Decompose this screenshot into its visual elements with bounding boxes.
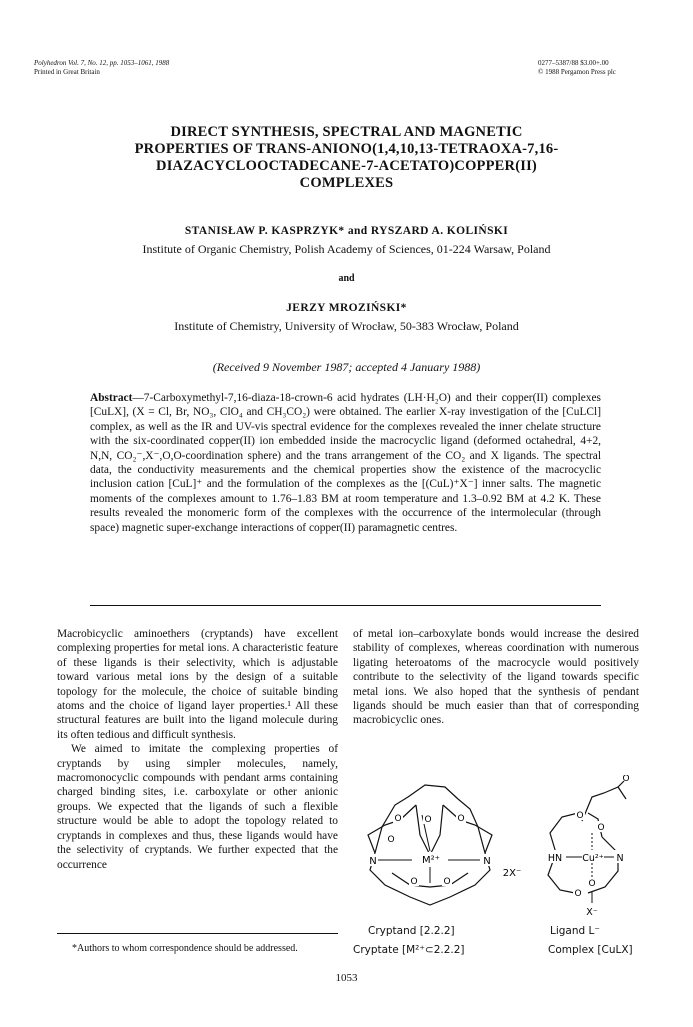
paragraph-1: Macrobicyclic aminoethers (cryptands) have excellent complexing properties for metal ions. A characteristic feature of these ligands is their selectivity, which is adjustable toward various metal ions by the design of a suitable topology for the molecule, the choice of suitable binding atoms and the choice of ligand layer properties.¹ All these structural features are built into the ligand molecule during its often tedious and difficult synthesis. xyxy=(57,628,338,741)
ring-o-4: O xyxy=(588,879,596,889)
cryptand-structure xyxy=(330,775,530,925)
copper-ion-label: Cu²⁺ xyxy=(582,853,604,864)
paragraph-2: We aimed to imitate the complexing properties of cryptands by using simpler molecules, namely, macromonocyclic compounds with pendant arms containing charged binding sites, i.e. carboxylate or other anionic groups. We expected that the ligands of such a flexible structure would be able to adopt the topology related to cryptands in complexes and thus, these ligands would have the selectivity of cryptands. We further expected that the occurrence xyxy=(57,743,338,871)
ring-o-2: O xyxy=(597,823,605,833)
abstract xyxy=(90,391,601,535)
authors-1: STANISŁAW P. KASPRZYK* and RYSZARD A. KOLIŃSKI xyxy=(184,225,509,237)
title-line-3: DIAZACYCLOOCTADECANE-7-ACETATO)COPPER(II) xyxy=(156,158,537,174)
abstract-text: —7-Carboxymethyl-7,16-diaza-18-crown-6 acid hydrates (LH·H₂O) and their copper(II) complexes [CuLX], (X = Cl, Br, NO₃, ClO₄ and CH₃CO₂) were obtained. The earlier X-ray investigation of the [CuLCl] complex, as well as the IR and UV-vis spectral evidence for the complexes revealed the inner chelate structure with the six-coordinated copper(II) ion embedded inside the macrocyclic ligand (deformed octahedral, 4+2, N,N, CO₂⁻,X⁻,O,O-coordination sphere) and the trans arrangement of the CO₂ and X ligands. The spectral data, the conductivity measurements and the chemical properties show the existence of the macrocyclic inclusion cation [CuL]⁺ and the formulation of the complexes as the [(CuL)⁺X⁻] inner salts. The magnetic moments of the complexes amount to 1.76–1.83 BM at room temperature and 1.3–0.92 BM at 4.2 K. These results revealed the monomeric form of the complexes with the occurrence of the intermolecular (through space) magnetic super-exchange interactions of copper(II) paramagnetic centres. xyxy=(90,392,601,534)
copper-complex-structure xyxy=(530,775,650,925)
printed-line: Printed in Great Britain xyxy=(34,68,100,76)
paragraph-3: of metal ion–carboxylate bonds would increase the desired stability of complexes, whereas coordination with numerous ligating heteroatoms of the macrocycle would positively contribute to the selectivity of the ligand towards specific metal ions. We also hoped that the synthesis of pendant ligands should be much easier than that of corresponding macrobicyclic ones. xyxy=(353,628,639,727)
axial-x-label: X⁻ xyxy=(586,907,598,918)
cryptand-caption: Cryptand [2.2.2] xyxy=(368,925,455,937)
affiliation-2: Institute of Chemistry, University of Wrocław, 50-383 Wrocław, Poland xyxy=(174,319,519,333)
ligand-caption: Ligand L⁻ xyxy=(550,925,600,937)
affiliation-1: Institute of Organic Chemistry, Polish Academy of Sciences, 01-224 Warsaw, Poland xyxy=(142,242,551,256)
journal-citation xyxy=(34,59,169,77)
o-atom-2: O xyxy=(424,815,432,825)
received-dates: (Received 9 November 1987; accepted 4 January 1988) xyxy=(212,360,481,374)
cryptate-caption: Cryptate [M²⁺⊂2.2.2] xyxy=(353,944,465,956)
o-atom-6: O xyxy=(443,877,451,887)
footnote-rule xyxy=(57,933,338,934)
title-line-1: DIRECT SYNTHESIS, SPECTRAL AND MAGNETIC xyxy=(170,124,523,140)
title-line-4: COMPLEXES xyxy=(299,175,394,191)
price-code: 0277–5387/88 $3.00+.00 xyxy=(538,59,609,67)
title-line-2: PROPERTIES OF TRANS-ANIONO(1,4,10,13-TETRAOXA-7,16- xyxy=(134,141,559,157)
left-column xyxy=(57,627,338,872)
hn-atom: HN xyxy=(547,853,563,864)
ring-o-1: O xyxy=(576,811,584,821)
and-separator: and xyxy=(338,273,355,284)
o-atom-4: O xyxy=(387,835,395,845)
complex-caption: Complex [CuLX] xyxy=(548,944,633,956)
journal-line: Polyhedron Vol. 7, No. 12, pp. 1053–1061, 1988 xyxy=(34,59,170,67)
o-atom-3: O xyxy=(457,814,465,824)
footnote: *Authors to whom correspondence should be addressed. xyxy=(72,943,298,954)
n-atom-left: N xyxy=(369,856,377,867)
copyright-block xyxy=(538,59,616,77)
o-atom-1: O xyxy=(394,814,402,824)
copyright-line: © 1988 Pergamon Press plc xyxy=(538,68,616,76)
page-number: 1053 xyxy=(335,972,358,984)
abstract-label: Abstract xyxy=(90,392,133,404)
metal-ion-label: M²⁺ xyxy=(422,855,440,866)
ring-o-3: O xyxy=(574,889,582,899)
carbonyl-o: O xyxy=(622,775,630,784)
authors-2: JERZY MROZIŃSKI* xyxy=(286,302,407,314)
right-column xyxy=(353,627,639,728)
n-atom-right: N xyxy=(483,856,491,867)
counter-ion-label: 2X⁻ xyxy=(502,868,522,879)
paper-title xyxy=(0,124,693,192)
n-atom: N xyxy=(616,853,624,864)
abstract-rule xyxy=(90,605,601,606)
o-atom-5: O xyxy=(410,877,418,887)
